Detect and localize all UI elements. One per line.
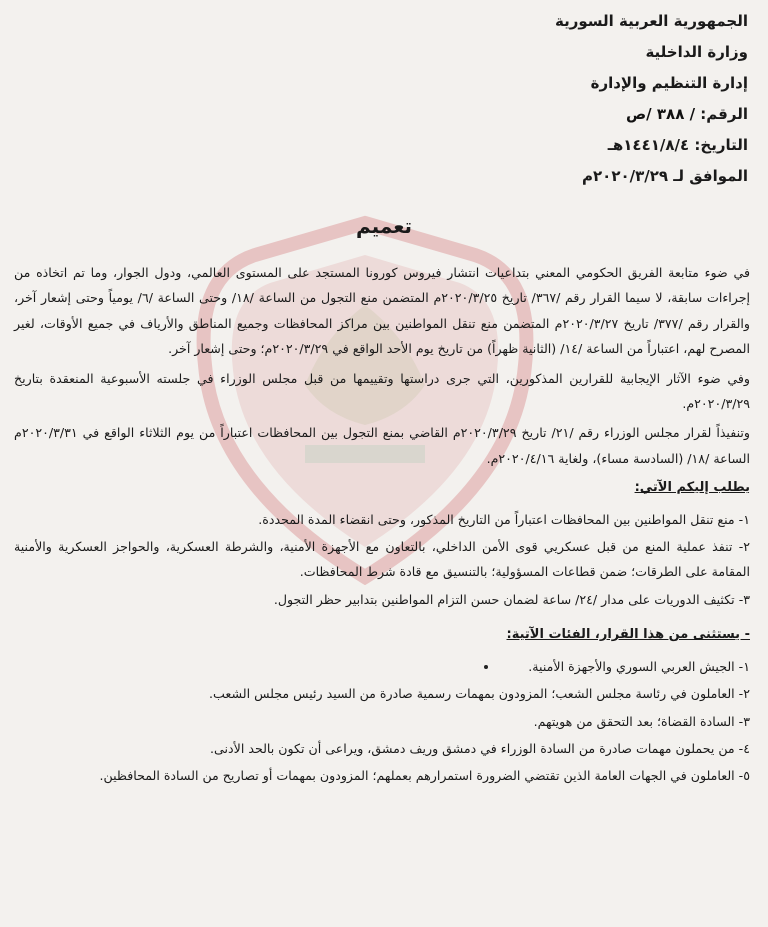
corresponding-value: ٢٠٢٠/٣/٢٩م (582, 167, 669, 185)
date-label: التاريخ: (694, 136, 748, 154)
list-item: ٣- السادة القضاة؛ بعد التحقق من هويتهم. (533, 713, 750, 729)
document-title: تعميم (355, 214, 413, 238)
list-item: ٢- العاملون في رئاسة مجلس الشعب؛ المزودون بمهمات رسمية صادرة من السيد رئيس مجلس الشعب. (209, 686, 750, 702)
list-item: ٣- تكثيف الدوريات على مدار /٢٤/ ساعة لضمان حسن التزام المواطنين بتدابير حظر التجول. (273, 591, 750, 607)
stray-dot-mark (484, 665, 488, 669)
exceptions-list (14, 654, 750, 789)
number-value: / ٣٨٨ /ص (626, 105, 696, 123)
list-item: ٤- من يحملون مهمات صادرة من السادة الوزراء في دمشق وريف دمشق، ويراعى أن تكون بالحد الأدنى. (210, 740, 750, 756)
paragraph-implementation: وتنفيذاً لقرار مجلس الوزراء رقم /٢١/ تاريخ ٢٠٢٠/٣/٢٩م القاضي بمنع التجول بين المحافظات اعتباراً من يوم الثلاثاء الواقع في ٢٠٢٠/٣/٣١م الساعة /١٨/ (السادسة مساء)، ولغاية ٢٠٢٠/٤/١٦م. (14, 425, 750, 466)
document-body (14, 260, 750, 795)
corresponding-label: الموافق لـ (673, 167, 748, 185)
list-item: ١- الجيش العربي السوري والأجهزة الأمنية. (14, 654, 750, 679)
exceptions-heading: - يستثنى من هذا القرار، الفئات الآتية: (506, 627, 750, 643)
reference-number-line (555, 103, 748, 134)
ministry-line: وزارة الداخلية (645, 43, 748, 61)
hijri-date-line (555, 134, 748, 165)
gregorian-date-line (555, 165, 748, 196)
list-item: ١- منع تنقل المواطنين بين المحافظات اعتباراً من التاريخ المذكور، وحتى انقضاء المدة المحددة. (258, 511, 750, 527)
paragraph-context: في ضوء متابعة الفريق الحكومي المعني بتداعيات انتشار فيروس كورونا المستجد على المستوى العالمي، ودول الجوار، وما تم اتخاذه من إجراءات سابقة، لا سيما القرار رقم /٣٦٧/ تاريخ ٢٠٢٠/٣/٢٥م المتضمن منع التجول من الساعة /١٨/ وحتى الساعة /٦/ يومياً وحتى إشعار آخر، والقرار رقم /٣٧٧/ تاريخ ٢٠٢٠/٣/٢٧م المتضمن منع تنقل المواطنين بين مراكز المحافظات وجميع المناطق والأرياف في جميع الأوقات، لغير المصرح لهم، اعتباراً من الساعة /١٤/ (الثانية ظهراً) من تاريخ يوم الأحد الواقع في ٢٠٢٠/٣/٢٩م؛ وحتى إشعار آخر. (14, 265, 750, 357)
list-item: ٥- العاملون في الجهات العامة الذين تقتضي الضرورة استمرارهم بعملهم؛ المزودون بمهمات أو تصاريح من السادة المحافظين. (99, 768, 750, 784)
requests-heading: يطلب إليكم الآتي: (634, 480, 750, 496)
document-header (555, 10, 748, 196)
department-line: إدارة التنظيم والإدارة (590, 74, 748, 92)
requests-list (14, 507, 750, 613)
paragraph-effects: وفي ضوء الآثار الإيجابية للقرارين المذكورين، التي جرى دراستها وتقييمها من قبل مجلس الوزراء في جلسته الأسبوعية المنعقدة بتاريخ ٢٠٢٠/٣/٢٩م. (14, 370, 750, 412)
date-value: ١٤٤١/٨/٤هـ (607, 136, 690, 154)
list-item: ٢- تنفذ عملية المنع من قبل عسكريي قوى الأمن الداخلي، بالتعاون مع الأجهزة الأمنية، والشرطة العسكرية، والحواجز العسكرية والأمنية المقامة على الطرقات؛ ضمن قطاعات المسؤولية؛ بالتنسيق مع قادة شرط المحافظات. (14, 539, 750, 580)
republic-line: الجمهورية العربية السورية (555, 12, 748, 30)
number-label: الرقم: (700, 105, 748, 123)
